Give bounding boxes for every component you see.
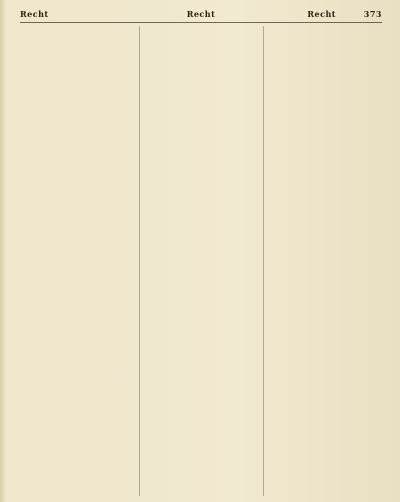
running-header bbox=[20, 9, 382, 23]
header-left-word: Recht bbox=[20, 9, 49, 19]
header-right-word: Recht bbox=[307, 9, 336, 19]
page-number: 373 bbox=[363, 9, 382, 19]
text-column-2 bbox=[139, 26, 258, 496]
text-column-3 bbox=[263, 26, 382, 496]
text-columns bbox=[20, 26, 382, 496]
header-rule bbox=[20, 22, 382, 23]
header-center-word: Recht bbox=[186, 9, 216, 19]
text-column-1 bbox=[20, 26, 135, 496]
